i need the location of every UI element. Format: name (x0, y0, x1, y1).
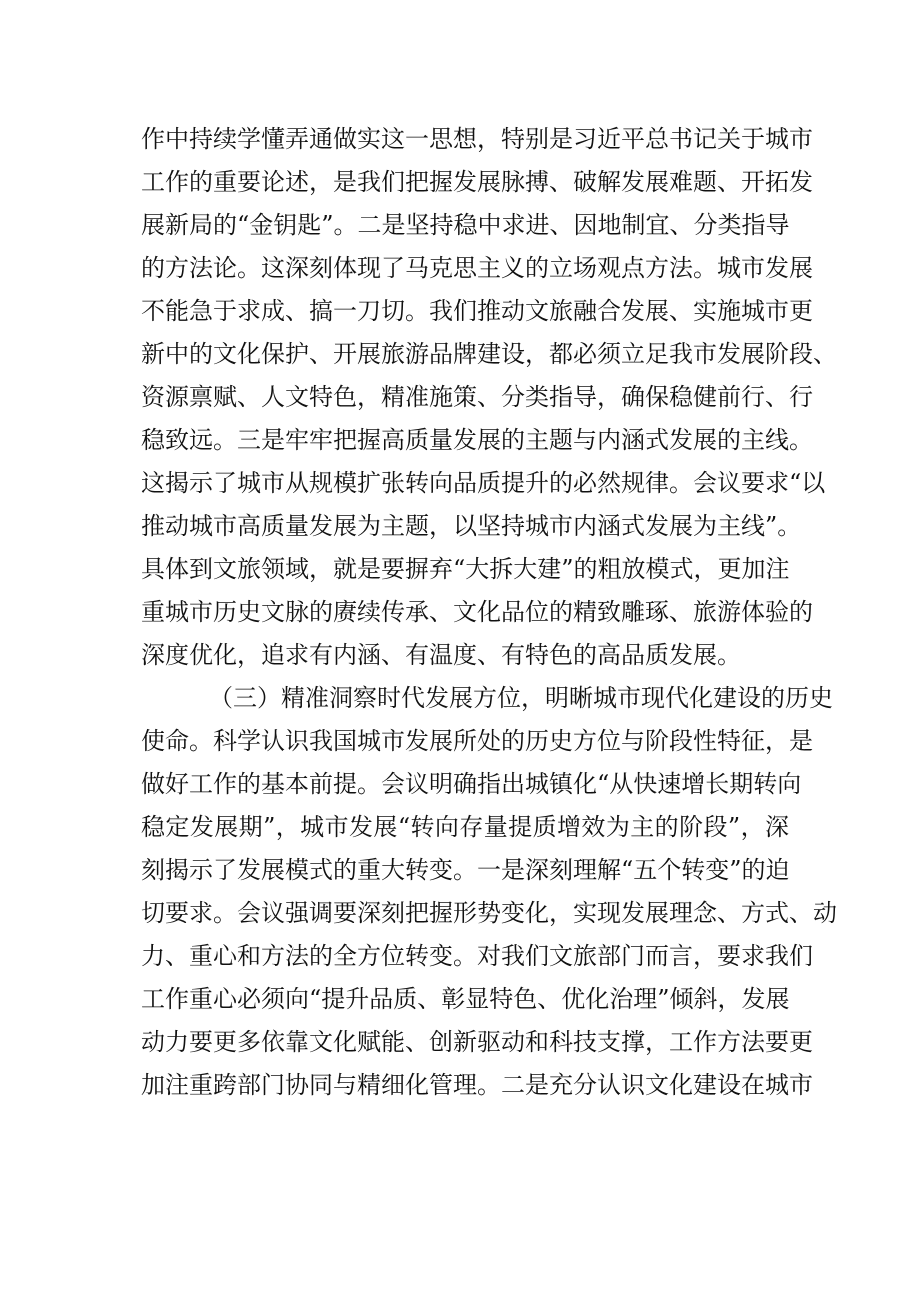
text-line: 推动城市高质量发展为主题，以坚持城市内涵式发展为主线”。 (141, 512, 802, 540)
text-line: 工作重心必须向“提升品质、彰显特色、优化治理”倾斜，发展 (141, 985, 790, 1013)
text-line: 新中的文化保护、开展旅游品牌建设，都必须立足我市发展阶段、 (141, 340, 837, 368)
section-heading-line: （三）精准洞察时代发展方位，明晰城市现代化建设的历史 (209, 684, 833, 712)
text-line: 加注重跨部门协同与精细化管理。二是充分认识文化建设在城市 (141, 1071, 813, 1099)
text-line: 重城市历史文脉的赓续传承、文化品位的精致雕琢、旅游体验的 (141, 598, 813, 626)
text-line: 使命。科学认识我国城市发展所处的历史方位与阶段性特征，是 (141, 727, 813, 755)
text-line: 稳定发展期”，城市发展“转向存量提质增效为主的阶段”，深 (141, 813, 789, 841)
text-line: 深度优化，追求有内涵、有温度、有特色的高品质发展。 (141, 641, 741, 669)
text-line: 作中持续学懂弄通做实这一思想，特别是习近平总书记关于城市 (141, 125, 813, 153)
text-line: 不能急于求成、搞一刀切。我们推动文旅融合发展、实施城市更 (141, 297, 813, 325)
body-text (141, 118, 837, 1107)
text-line: 动力要更多依靠文化赋能、创新驱动和科技支撑，工作方法要更 (141, 1028, 813, 1056)
text-line: 切要求。会议强调要深刻把握形势变化，实现发展理念、方式、动 (141, 899, 837, 927)
text-line: 展新局的“金钥匙”。二是坚持稳中求进、因地制宜、分类指导 (141, 211, 790, 239)
text-line: 的方法论。这深刻体现了马克思主义的立场观点方法。城市发展 (141, 254, 813, 282)
text-line: 具体到文旅领域，就是要摒弃“大拆大建”的粗放模式，更加注 (141, 555, 790, 583)
text-line: 资源禀赋、人文特色，精准施策、分类指导，确保稳健前行、行 (141, 383, 813, 411)
text-line: 做好工作的基本前提。会议明确指出城镇化“从快速增长期转向 (141, 770, 802, 798)
text-line: 刻揭示了发展模式的重大转变。一是深刻理解“五个转变”的迫 (141, 856, 790, 884)
text-line: 工作的重要论述，是我们把握发展脉搏、破解发展难题、开拓发 (141, 168, 813, 196)
text-line: 稳致远。三是牢牢把握高质量发展的主题与内涵式发展的主线。 (141, 426, 813, 454)
text-line: 力、重心和方法的全方位转变。对我们文旅部门而言，要求我们 (141, 942, 813, 970)
text-line: 这揭示了城市从规模扩张转向品质提升的必然规律。会议要求“以 (141, 469, 826, 497)
